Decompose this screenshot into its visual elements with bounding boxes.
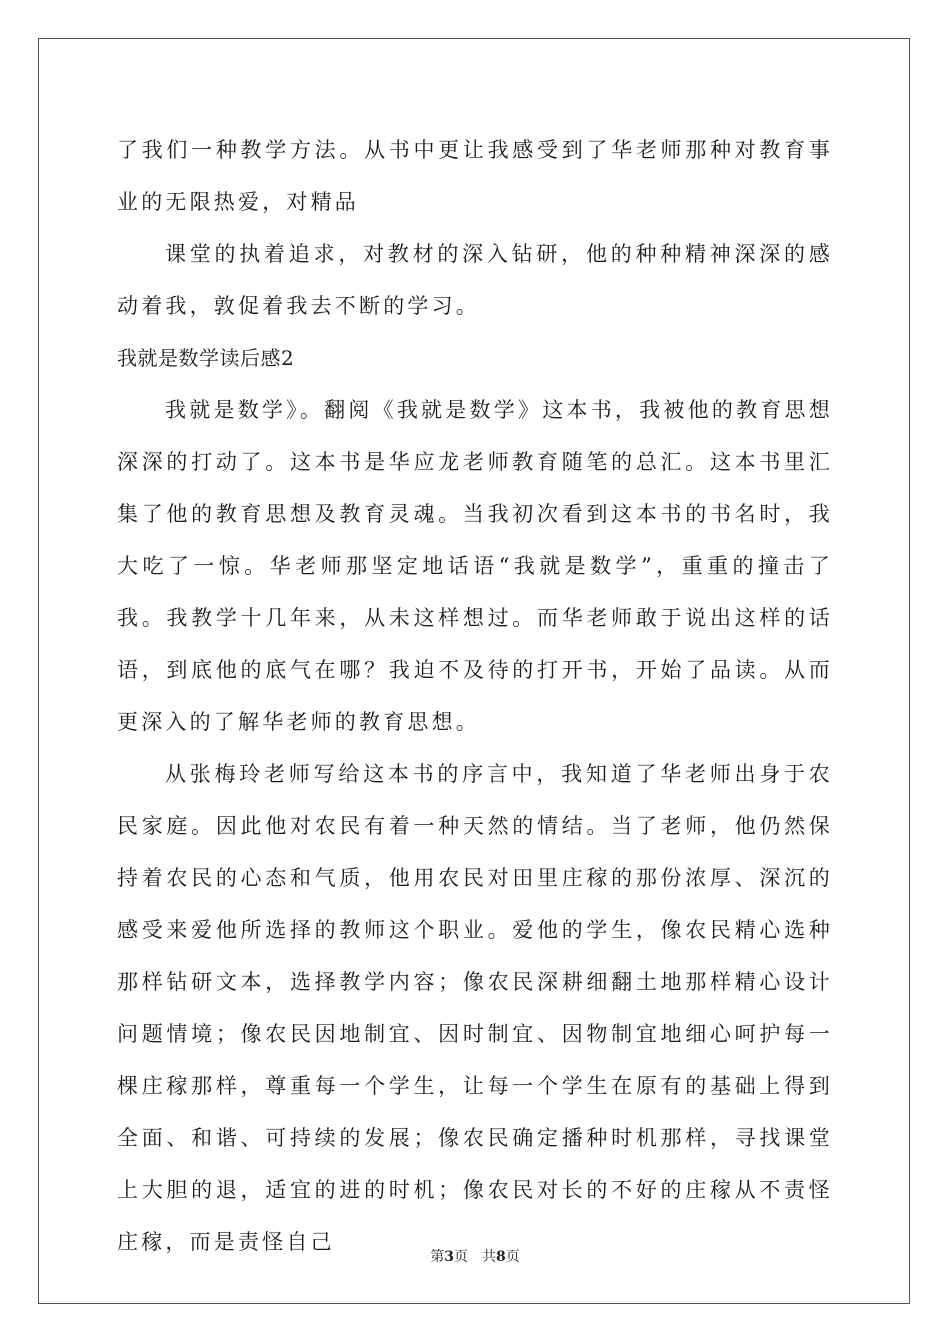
page-footer	[0, 1246, 950, 1266]
paragraph: 了我们一种教学方法。从书中更让我感受到了华老师那种对教育事业的无限热爱，对精品	[117, 138, 833, 214]
paragraph: 课堂的执着追求，对教材的深入钻研，他的种种精神深深的感动着我，敦促着我去不断的学习。	[117, 242, 833, 318]
document-body	[117, 124, 833, 1268]
total-prefix: 共	[482, 1249, 496, 1265]
section-heading: 我就是数学读后感2	[117, 346, 295, 370]
paragraph: 我就是数学》。翻阅《我就是数学》这本书，我被他的教育思想深深的打动了。这本书是华应龙老师教育随笔的总汇。这本书里汇集了他的教育思想及教育灵魂。当我初次看到这本书的书名时，我大吃了一惊。华老师那坚定地话语“我就是数学”，重重的撞击了我。我教学十几年来，从未这样想过。而华老师敢于说出这样的话语，到底他的底气在哪？我迫不及待的打开书，开始了品读。从而更深入的了解华老师的教育思想。	[117, 398, 833, 734]
total-pages: 8	[496, 1249, 506, 1265]
page-number: 3	[444, 1249, 454, 1265]
total-unit: 页	[505, 1249, 520, 1265]
page-prefix: 第	[430, 1249, 445, 1265]
paragraph: 从张梅玲老师写给这本书的序言中，我知道了华老师出身于农民家庭。因此他对农民有着一种天然的情结。当了老师，他仍然保持着农民的心态和气质，他用农民对田里庄稼的那份浓厚、深沉的感受来爱他所选择的教师这个职业。爱他的学生，像农民精心选种那样钻研文本，选择教学内容；像农民深耕细翻土地那样精心设计问题情境；像农民因地制宜、因时制宜、因物制宜地细心呵护每一棵庄稼那样，尊重每一个学生，让每一个学生在原有的基础上得到全面、和谐、可持续的发展；像农民确定播种时机那样，寻找课堂上大胆的退，适宜的进的时机；像农民对长的不好的庄稼从不责怪庄稼，而是责怪自己	[117, 762, 833, 1254]
page-unit: 页	[454, 1249, 468, 1265]
